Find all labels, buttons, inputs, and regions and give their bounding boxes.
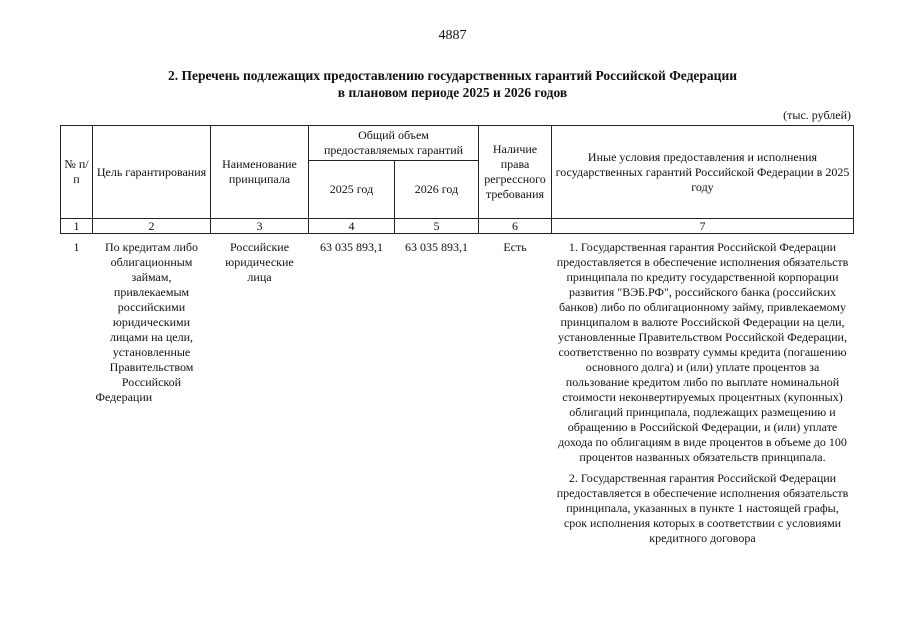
column-number: 7 bbox=[552, 219, 854, 234]
document-title-line-1: 2. Перечень подлежащих предоставлению государственных гарантий Российской Федерации bbox=[167, 68, 738, 83]
header-volume-group: Общий объем предоставляемых гарантий bbox=[309, 126, 479, 161]
guarantees-table bbox=[60, 125, 854, 554]
row-number: 1 bbox=[73, 240, 80, 254]
row-regress: Есть bbox=[503, 240, 527, 254]
document-title bbox=[100, 67, 805, 101]
condition-paragraph: 2. Государственная гарантия Российской Федерации предоставляется в обеспечение исполнения обязательств принципала, указанных в пункте 1 настоящей графы, срок исполнения которых в соответствии с условиями кредитного договора bbox=[556, 471, 849, 545]
row-amount-2025: 63 035 893,1 bbox=[320, 240, 383, 254]
page-number: 4887 bbox=[438, 28, 467, 43]
row-principal: Российские юридические лица bbox=[225, 240, 294, 284]
column-number: 2 bbox=[93, 219, 211, 234]
header-conditions: Иные условия предоставления и исполнения государственных гарантий Российской Федерации в 2025 году bbox=[552, 126, 854, 219]
header-num: № п/п bbox=[61, 126, 93, 219]
header-regress: Наличие права регрессного требования bbox=[479, 126, 552, 219]
header-year-2025: 2025 год bbox=[309, 161, 395, 219]
header-goal: Цель гарантирования bbox=[93, 126, 211, 219]
document-title-line-2: в плановом периоде 2025 и 2026 годов bbox=[337, 85, 568, 100]
column-number: 5 bbox=[395, 219, 479, 234]
row-goal: По кредитам либо облигационным займам, привлекаемым российскими юридическими лицами на цели, установленные Правительством Российской Федерации bbox=[95, 240, 199, 404]
row-amount-2026: 63 035 893,1 bbox=[405, 240, 468, 254]
units-note: (тыс. рублей) bbox=[783, 108, 851, 122]
header-principal: Наименование принципала bbox=[211, 126, 309, 219]
column-number: 1 bbox=[61, 219, 93, 234]
table-row bbox=[61, 234, 854, 555]
column-number: 4 bbox=[309, 219, 395, 234]
column-number: 6 bbox=[479, 219, 552, 234]
header-year-2026: 2026 год bbox=[395, 161, 479, 219]
column-numbering-row bbox=[61, 219, 854, 234]
row-conditions bbox=[552, 234, 854, 555]
column-number: 3 bbox=[211, 219, 309, 234]
condition-paragraph: 1. Государственная гарантия Российской Федерации предоставляется в обеспечение исполнения обязательств принципала по кредиту государственной корпорации развития "ВЭБ.РФ", российского банка (российских банков) либо по облигационному займу, привлекаемому принципалом в валюте Российской Федерации на цели, установленные Правительством Российской Федерации, соответственно по возврату суммы кредита (погашению основного долга) и (или) уплате процентов за пользование кредитом либо по выплате номинальной стоимости неконвертируемых процентных (купонных) облигаций принципала, подлежащих размещению и обращению в Российской Федерации, и (или) уплате дохода по облигациям в виде процентов в объеме до 100 процентов названных обязательств принципала. bbox=[556, 240, 849, 464]
